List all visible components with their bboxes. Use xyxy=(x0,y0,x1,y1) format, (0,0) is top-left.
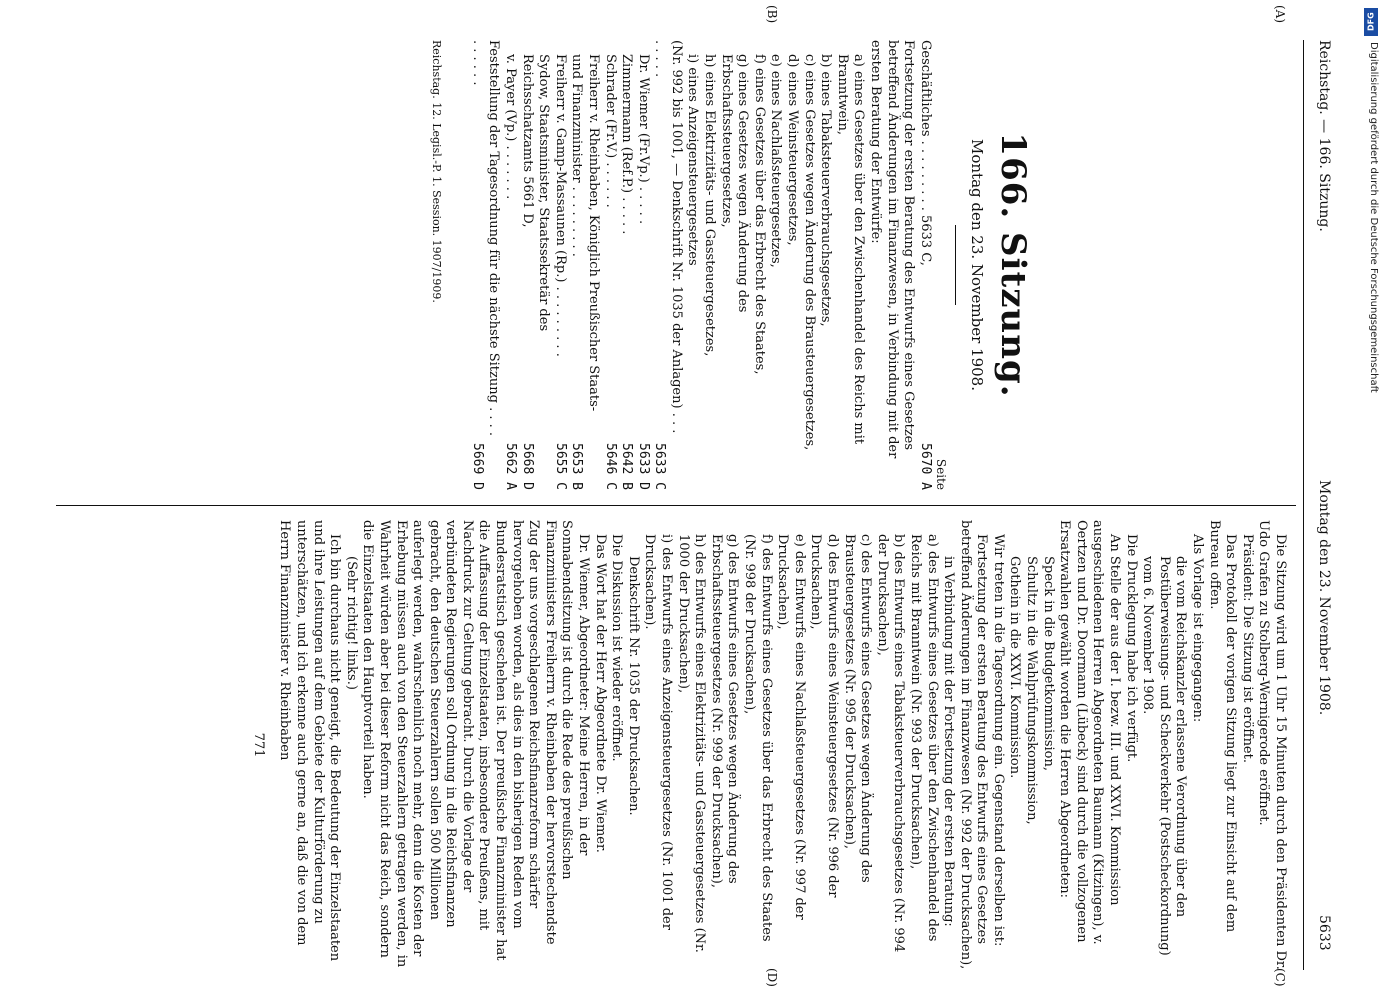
proceedings-text xyxy=(276,520,1288,970)
header-rule xyxy=(1303,40,1304,970)
toc-row-text: Geschäftliches . . . . . . . . . 5633 C, xyxy=(917,40,933,266)
proceedings-paragraph: Die Drucklegung habe ich verfügt. xyxy=(1123,534,1139,763)
toc-row xyxy=(501,40,518,490)
toc-row-text: g) eines Gesetzes wegen Änderung des Erbschaftssteuergesetzes, xyxy=(718,54,751,313)
header-left: Reichstag. — 166. Sitzung. xyxy=(1316,40,1332,232)
margin-mark-b: (B) xyxy=(765,5,779,24)
toc-row xyxy=(468,40,501,490)
proceedings-paragraph: Fortsetzung der ersten Beratung des Entwurfs eines Gesetzes betreffend Änderungen im Finanzwesen (Nr. 992 der Drucksachen), xyxy=(957,520,990,970)
toc-row xyxy=(717,40,750,490)
toc-row xyxy=(701,40,718,490)
toc-row-page: 5646 C xyxy=(602,443,618,490)
toc-row xyxy=(601,40,618,490)
toc-row xyxy=(817,40,834,490)
toc-row-text: Feststellung der Tagesordnung für die nächste Sitzung . . . . . . . . . . xyxy=(469,40,502,436)
toc-list xyxy=(468,40,933,490)
toc-row-text: Sydow, Staatsminister, Staatssekretär des Reichsschatzamts 5661 D, xyxy=(519,54,552,332)
seite-label: Seite xyxy=(934,458,949,490)
proceedings-paragraph: Präsident: Die Sitzung ist eröffnet. xyxy=(1239,534,1255,763)
proceedings-paragraph: Speck in die Budgetkommission, xyxy=(1040,556,1056,772)
proceedings-paragraph: d) des Entwurfs eines Weinsteuergesetzes (Nr. 996 der Drucksachen), xyxy=(808,534,840,898)
footer-number: 771 xyxy=(250,732,266,758)
proceedings-paragraph: i) des Entwurfs eines Anzeigensteuergesetzes (Nr. 1001 der Drucksachen). xyxy=(642,534,675,930)
proceedings-paragraph: e) des Entwurfs eines Nachlaßsteuergesetzes (Nr. 997 der Drucksachen), xyxy=(775,534,807,920)
toc-row-text: Dr. Wiemer (Fr.Vp.) . . . . . xyxy=(635,54,651,225)
margin-mark-c: (C) xyxy=(1273,968,1287,987)
proceedings-paragraph: f) des Entwurfs eines Gesetzes über das Erbrecht des Staates (Nr. 998 der Drucksachen), xyxy=(742,534,774,942)
toc-row-text: Schrader (Fr.V.) . . . . . . xyxy=(602,54,618,208)
toc-row-text: (Nr. 992 bis 1001, — Denkschrift Nr. 1035 der Anlagen) . . . . . . . . xyxy=(652,40,684,434)
dfg-credit: Digitalisierung gefördert durch die Deutsche Forschungsgemeinschaft xyxy=(1368,42,1379,393)
header-center: Montag den 23. November 1908. xyxy=(1316,480,1332,716)
toc-row xyxy=(518,40,551,490)
toc-row-text: b) eines Tabaksteuerverbrauchsgesetzes, xyxy=(818,54,834,327)
toc-row xyxy=(783,40,800,490)
proceedings-paragraph: g) des Entwurfs eines Gesetzes wegen Änderung des Erbschaftssteuergesetzes (Nr. 999 der Drucksachen), xyxy=(708,534,741,888)
toc-row-text: f) eines Gesetzes über das Erbrecht des Staates, xyxy=(751,54,767,375)
toc-row-page: 5653 B xyxy=(569,443,585,490)
proceedings-paragraph: Die Sitzung wird um 1 Uhr 15 Minuten durch den Präsidenten Dr. Udo Grafen zu Stolberg-Wernigerode eröffnet. xyxy=(1256,520,1288,970)
toc-row-page: 5669 D xyxy=(469,443,485,490)
toc-footer: Reichstag. 12. Legisl.-P. 1. Session. 1907/1909. xyxy=(430,40,444,303)
toc-row xyxy=(651,40,684,490)
session-date: Montag den 23. November 1908. xyxy=(968,138,986,391)
toc-row-page: 5668 D xyxy=(519,443,535,490)
dfg-logo: DFG xyxy=(1364,8,1378,36)
dfg-strip xyxy=(1361,0,1383,1000)
toc-row-text: Fortsetzung der ersten Beratung des Entwurfs eines Gesetzes betreffend Änderungen im Finanzwesen, in Verbindung mit der ersten Beratung der Entwürfe: xyxy=(868,40,917,459)
toc-row xyxy=(800,40,817,490)
proceedings-paragraph: die vom Reichskanzler erlassene Verordnung über den Postüberweisungs- und Scheckverkehr (Postscheckordnung) vom 6. November 1908. xyxy=(1140,556,1189,956)
toc-row-page: 5633 C xyxy=(652,443,668,490)
proceedings-paragraph: in Verbindung mit der Fortsetzung der ersten Beratung: xyxy=(941,556,957,927)
toc-row-text: Freiherr v. Rheinbaben, Königlich Preußischer Staats- und Finanzminister . . . . . . . . . xyxy=(569,54,601,412)
toc-row xyxy=(618,40,635,490)
proceedings-paragraph: Die Diskussion ist wieder eröffnet. xyxy=(609,534,625,762)
toc-row xyxy=(551,40,568,490)
proceedings-paragraph: b) des Entwurfs eines Tabaksteuerverbrauchsgesetzes (Nr. 994 der Drucksachen), xyxy=(874,534,907,953)
toc-row-text: h) eines Elektrizitäts- und Gassteuergesetzes, xyxy=(702,54,718,357)
toc-row xyxy=(684,40,701,490)
toc-row-text: c) eines Gesetzes wegen Änderung des Brausteuergesetzes, xyxy=(801,54,817,451)
toc-row xyxy=(568,40,601,490)
toc-row-page: 5633 D xyxy=(635,443,651,490)
proceedings-paragraph: Gothein in die XXVI. Kommission. xyxy=(1007,556,1023,779)
toc-row xyxy=(750,40,767,490)
column-divider xyxy=(56,505,1296,506)
margin-mark-a: (A) xyxy=(1273,5,1287,24)
toc-row-text: v. Payer (Vp.) . . . . . . . xyxy=(502,54,518,200)
proceedings-paragraph: Dr. Wiemer, Abgeordneter: Meine Herren, in der Sonnabendsitzung ist durch die Rede des preußischen Finanzministers Freiherrn v. Rheinbaben der hervorstechendste Zug der uns vorgeschlagenen Reichsfinanzreform schärfer hervorgehoben worden, als dies in den bisherigen Reden vom Bundesratstisch geschehen ist. Der preußische Finanzminister hat die Auffassung der Einzelstaaten, insbesondere Preußens, mit Nachdruck zur Geltung gebracht. Durch die Vorlage der verbündeten Regierungen soll Ordnung in die Reichsfinanzen gebracht, den deutschen Steuerzahlern sollen 500 Millionen auferlegt werden, wahrscheinlich noch mehr, denn die Kosten der Erhebung müssen auch von den Steuerzahlern getragen werden, in Wahrheit würden aber bei dieser Reform nicht das Reich, sondern die Einzelstaaten den Hauptvorteil haben. xyxy=(360,520,592,968)
toc-column xyxy=(428,40,1288,490)
toc-row-text: a) eines Gesetzes über den Zwischenhandel des Reichs mit Branntwein, xyxy=(834,54,867,445)
toc-row-page: 5662 A xyxy=(502,443,518,490)
toc-row xyxy=(767,40,784,490)
proceedings-paragraph: h) des Entwurfs eines Elektrizitäts- und Gassteuergesetzes (Nr. 1000 der Drucksachen), xyxy=(675,534,708,953)
toc-row xyxy=(833,40,866,490)
toc-row-text: i) eines Anzeigensteuergesetzes xyxy=(685,54,701,266)
toc-row-text: d) eines Weinsteuergesetzes, xyxy=(785,54,801,246)
proceedings-paragraph: Denkschrift Nr. 1035 der Drucksachen. xyxy=(625,556,641,816)
document-page xyxy=(40,0,1340,1000)
proceedings-paragraph: Schultz in die Wahlprüfungskommission, xyxy=(1024,556,1040,825)
toc-row-text: e) eines Nachlaßsteuergesetzes, xyxy=(768,54,784,268)
toc-row-text: Zimmermann (Ref.P.) . . . . . xyxy=(619,54,635,235)
proceedings-paragraph: Das Protokoll der vorigen Sitzung liegt zur Einsicht auf dem Bureau offen. xyxy=(1206,520,1239,933)
session-title: 166. Sitzung. xyxy=(993,132,1033,398)
proceedings-paragraph: Ich bin durchaus nicht geneigt, die Bedeutung der Einzelstaaten und ihre Leistungen auf dem Gebiete der Kulturförderung zu unterschätzen, und ich erkenne auch gerne an, daß die von dem Herrn Finanzminister v. Rheinbaben xyxy=(277,520,343,962)
title-rule xyxy=(955,225,956,305)
toc-row xyxy=(634,40,651,490)
proceedings-paragraph: Das Wort hat der Herr Abgeordnete Dr. Wiemer. xyxy=(592,534,608,853)
proceedings-paragraph: c) des Entwurfs eines Gesetzes wegen Änderung des Brausteuergesetzes (Nr. 995 der Drucksachen), xyxy=(841,534,874,883)
proceedings-paragraph: Als Vorlage ist eingegangen: xyxy=(1190,534,1206,723)
toc-row-page: 5642 B xyxy=(619,443,635,490)
toc-row xyxy=(916,40,933,490)
proceedings-column xyxy=(249,520,1288,970)
proceedings-paragraph: Wir treten in die Tagesordnung ein. Gegenstand derselben ist: xyxy=(990,534,1006,947)
proceedings-paragraph: An Stelle der aus der I. bezw. III. und XXVI. Kommission ausgeschiedenen Herren Abgeordneten Baumann (Kitzingen), v. Oertzen und Dr. Doormann (Lübeck) sind durch die vollzogenen Ersatzwahlen gewählt worden die Herren Abgeordneten: xyxy=(1057,520,1123,945)
toc-row-text: Freiherr v. Gamp-Massaunen (Rp.) . . . . . . . . . xyxy=(552,54,568,357)
margin-mark-d: (D) xyxy=(765,968,779,987)
proceedings-paragraph: (Sehr richtig! links.) xyxy=(343,556,359,690)
page-number: 5633 xyxy=(1316,915,1332,951)
proceedings-paragraph: a) des Entwurfs eines Gesetzes über den Zwischenhandel des Reichs mit Branntwein (Nr. 993 der Drucksachen), xyxy=(907,534,940,942)
toc-row xyxy=(866,40,916,490)
toc-row-page: 5670 A xyxy=(917,443,933,490)
toc-row-page: 5655 C xyxy=(552,443,568,490)
